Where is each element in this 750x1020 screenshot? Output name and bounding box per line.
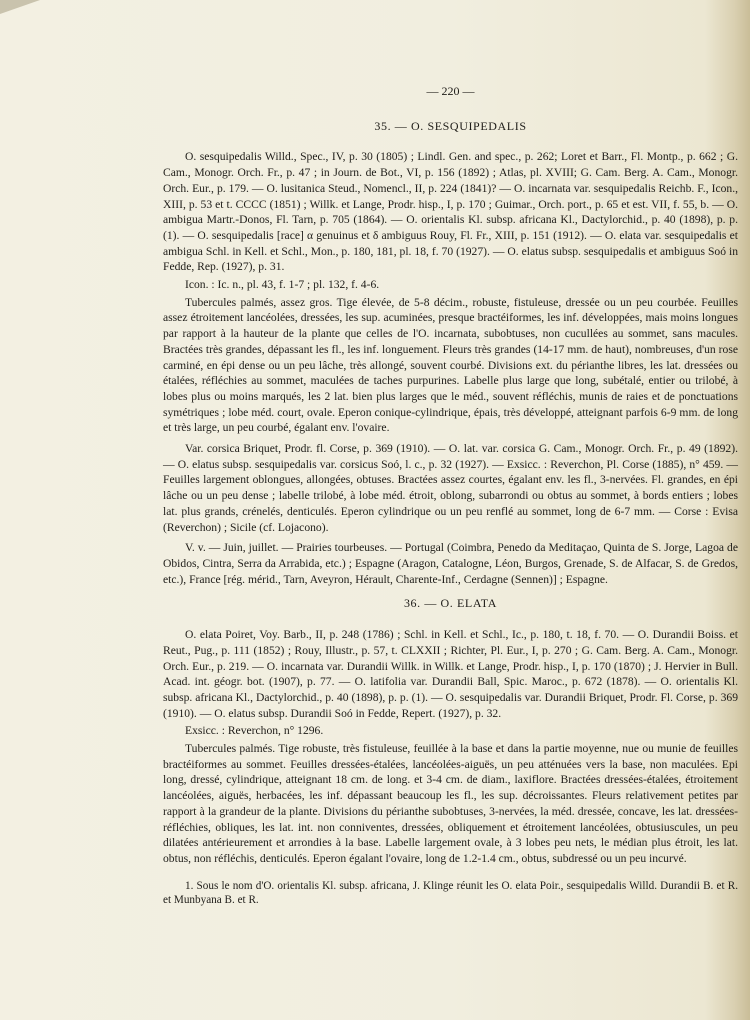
page-number: — 220 — (426, 84, 475, 98)
section-heading-elata: 36. — O. ELATA (403, 596, 498, 611)
description-paragraph: Tubercules palmés, assez gros. Tige élevée, de 5-8 décim., robuste, fistuleuse, dressée ou un peu courbée. Feuilles assez étroitement lancéolées, dressées, les sup. acuminées, presque bractéiformes, les inf. développées, mais moins longues par rapport à la hauteur de la plante que celles de l'O. incarnata, subobtuses, non cucullées au sommet, sans macules. Bractées très grandes, dépassant les fl., les inf. longuement. Fleurs très grandes (14-17 mm. de haut), nombreuses, d'un rose carminé, en épi dense ou un peu lâche, très allongé, souvent courbé. Divisions ext. du périanthe libres, les lat. dressées ou étalées, réfléchies au sommet, maculées de taches purpurines. Labelle plus large que long, subétalé, entier ou trilobé, à lobes plus ou moins marqués, les 2 lat. bien plus larges que le méd., souvent réfléchis, munis de raies et de ponctuations symétriques ; lobe méd. court, ovale. Eperon conique-cylindrique, épais, très développé, atteignant parfois 6-9 mm. de long et très large, un peu courbé, égalant env. l'ovaire. (163, 295, 738, 435)
icon-reference: Icon. : Ic. n., pl. 43, f. 1-7 ; pl. 132, f. 4-6. (185, 278, 380, 292)
folded-corner (0, 0, 40, 14)
synonymy-paragraph: O. sesquipedalis Willd., Spec., IV, p. 30 (1805) ; Lindl. Gen. and spec., p. 262; Loret et Barr., Fl. Montp., p. 662 ; G. Cam., Monogr. Orch. Fr., p. 47 ; in Journ. de Bot., VI, p. 156 (1892) ; Atlas, pl. XVIII; G. Cam. Berg. A. Cam., Monogr. Orch. Eur., p. 179. — O. lusitanica Steud., Nomencl., II, p. 224 (1841)? — O. incarnata var. sesquipedalis Reichb. F., Icon., XIII, p. 53 et t. CCCC (1851) ; Willk. et Lange, Prodr. hisp., I, p. 170 ; Guimar., Orch. port., p. 65 et est. VII, f. 55, b. — O. ambigua Martr.-Donos, Fl. Tarn, p. 705 (1864). — O. orientalis Kl. subsp. africana Kl., Dactylorchid., p. 40 (1898), p. p. (1). — O. sesquipedalis [race] α genuinus et δ ambiguus Rouy, Fl. Fr., XIII, p. 151 (1912). — O. elata var. sesquipedalis et ambigua Schl. in Kell. et Schl., Mon., p. 180, 181, pl. 18, f. 70 (1927). — O. elatus subsp. sesquipedalis et ambiguus Soó in Fedde, Rep. (1927), p. 31. (163, 150, 738, 274)
section-heading-sesquipedalis: 35. — O. SESQUIPEDALIS (374, 118, 527, 133)
exsiccata-reference: Exsicc. : Reverchon, n° 1296. (185, 724, 324, 738)
page-content (163, 84, 738, 910)
distribution-paragraph: V. v. — Juin, juillet. — Prairies tourbeuses. — Portugal (Coimbra, Penedo da Meditaçao, Quinta de S. Jorge, Lagoa de Obidos, Cintra, Serra da Arrabida, etc.) ; Espagne (Aragon, Catalogne, Léon, Burgos, Grenade, S. de Alfacar, S. de Gredos, etc.), France [rég. mérid., Tarn, Aveyron, Hérault, Charente-Inf., Cerdagne (Sennen)] ; Espagne. (163, 541, 738, 586)
synonymy-paragraph: O. elata Poiret, Voy. Barb., II, p. 248 (1786) ; Schl. in Kell. et Schl., Ic., p. 180, t. 18, f. 70. — O. Durandii Boiss. et Reut., Pug., p. 111 (1852) ; Rouy, Illustr., p. 57, t. CLXXII ; Richter, Pl. Eur., I, p. 270 ; G. Cam. Berg. A. Cam., Monogr. Orch. Eur., p. 219. — O. incarnata var. Durandii Willk. in Willk. et Lange, Prodr. hisp., I, p. 170 (1870) ; J. Hervier in Bull. Acad. int. géogr. bot. (1907), p. 77. — O. latifolia var. Durandii Ball, Spic. Maroc., p. 672 (1878). — O. orientalis Kl. subsp. africana Kl., Dactylorchid., p. 40 (1898), p. p. (1). — O. sesquipedalis var. Durandii Briquet, Prodr. Fl. Corse, p. 369 (1910). — O. elatus subsp. Durandii Soó in Fedde, Repert. (1927), p. 32. (163, 628, 738, 720)
footnote: 1. Sous le nom d'O. orientalis Kl. subsp. africana, J. Klinge réunit les O. elata Poir., sesquipedalis Willd. Durandii B. et R. et Munbyana B. et R. (163, 879, 738, 907)
description-paragraph: Tubercules palmés. Tige robuste, très fistuleuse, feuillée à la base et dans la partie moyenne, nue ou munie de feuilles bractéiformes au sommet. Feuilles dressées-étalées, lancéolées-aiguës, un peu atténuées vers la base, non maculées. Epi long, dressé, cylindrique, atteignant 18 cm. de long. et 3-4 cm. de diam., laxiflore. Bractées dressées-étalées, étroitement lancéolées, aiguës, herbacées, les inf. dépassant beaucoup les fl., les sup. décroissantes. Fleurs relativement petites par rapport à la grandeur de la plante. Divisions du périanthe subobtuses, 3-nervées, la méd. dressée, concave, les lat. dressées-réfléchies, obliques, les lat. int. non conniventes, dressées, obliquement et étroitement lancéolées, obtusiuscules, un peu dilatées antérieurement et arrondies à la base. Labelle largement ovale, à 3 lobes peu nets, le médian plus étroit, les lat. obtus, non réfléchis, denticulés. Eperon égalant l'ovaire, long de 1.2-1.4 cm., obtus, subdressé ou un peu incurvé. (163, 742, 738, 865)
variety-paragraph: Var. corsica Briquet, Prodr. fl. Corse, p. 369 (1910). — O. lat. var. corsica G. Cam., Monogr. Orch. Fr., p. 49 (1892). — O. elatus subsp. sesquipedalis var. corsicus Soó, l. c., p. 32 (1927). — Exsicc. : Reverchon, Pl. Corse (1885), n° 459. — Feuilles largement oblongues, allongées, obtuses. Bractées assez courtes, égalant env. les fl., 3-nervées. Fl. grandes, en épi lâche ou un peu dense ; labelle trilobé, à lobe méd. étroit, oblong, subarrondi ou obtus au sommet, à bords entiers ; lobes lat. plus grands, crénelés, denticulés. Eperon cylindrique ou un peu renflé au sommet, long de 6-7 mm. — Corse : Evisa (Reverchon) ; Sicile (cf. Lojacono). (163, 442, 738, 534)
